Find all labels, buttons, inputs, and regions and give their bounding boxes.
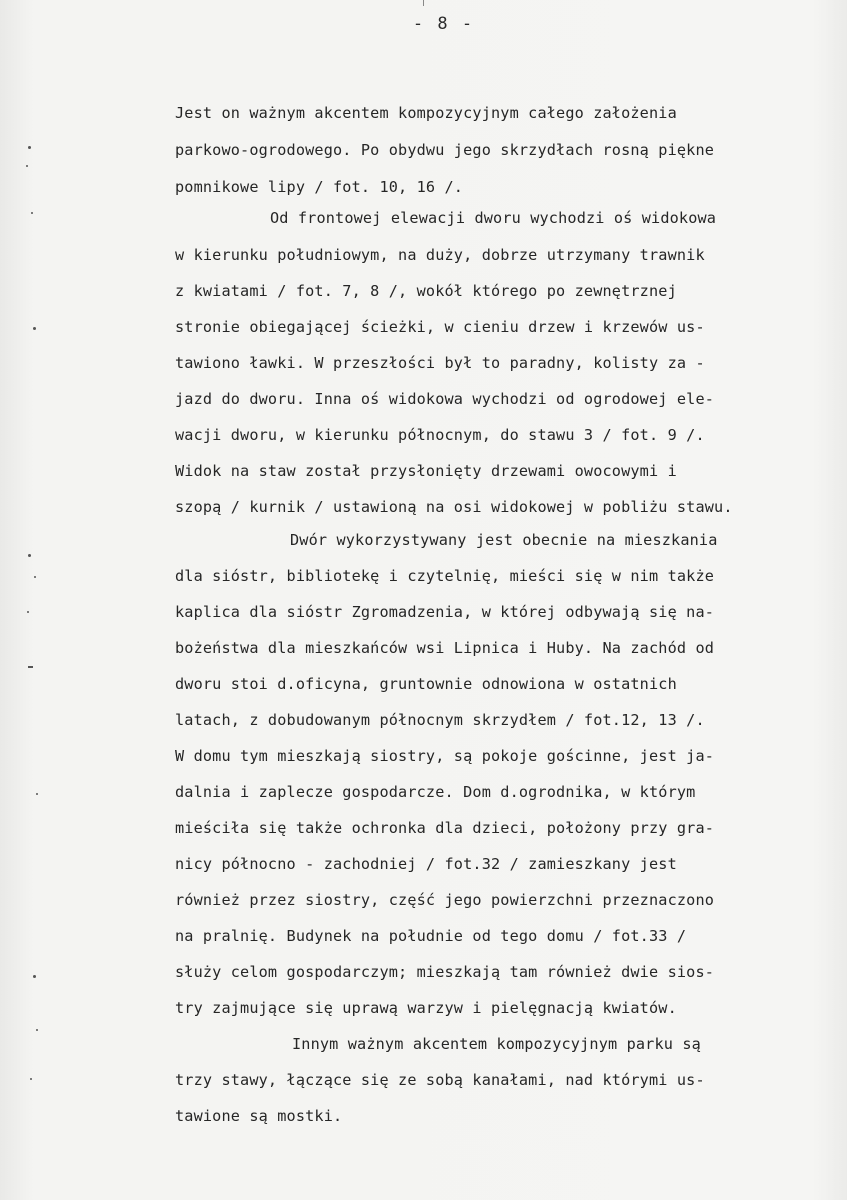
text-line: jazd do dworu. Inna oś widokowa wychodzi od ogrodowej ele- <box>175 390 715 408</box>
margin-speck <box>26 165 28 167</box>
margin-speck <box>30 1078 32 1080</box>
margin-speck <box>36 1029 38 1031</box>
text-line: służy celom gospodarczym; mieszkają tam również dwie sios- <box>175 963 715 981</box>
text-line: latach, z dobudowanym północnym skrzydłem / fot.12, 13 /. <box>175 711 705 729</box>
text-line: wacji dworu, w kierunku północnym, do stawu 3 / fot. 9 /. <box>175 426 705 444</box>
text-line: tawiono ławki. W przeszłości był to paradny, kolisty za - <box>175 354 705 372</box>
text-line: również przez siostry, część jego powierzchni przeznaczono <box>175 891 715 909</box>
margin-speck <box>31 212 33 214</box>
text-line: bożeństwa dla mieszkańców wsi Lipnica i Huby. Na zachód od <box>175 639 715 657</box>
text-line: Widok na staw został przysłonięty drzewami owocowymi i <box>175 462 677 480</box>
text-line: szopą / kurnik / ustawioną na osi widokowej w pobliżu stawu. <box>175 498 733 516</box>
text-line: stronie obiegającej ścieżki, w cieniu drzew i krzewów us- <box>175 318 705 336</box>
margin-speck <box>36 793 38 795</box>
text-line: dworu stoi d.oficyna, gruntownie odnowiona w ostatnich <box>175 675 677 693</box>
text-line: tawione są mostki. <box>175 1107 343 1125</box>
text-line: try zajmujące się uprawą warzyw i pielęgnacją kwiatów. <box>175 999 677 1017</box>
text-line: kaplica dla sióstr Zgromadzenia, w której odbywają się na- <box>175 603 715 621</box>
text-line: Jest on ważnym akcentem kompozycyjnym całego założenia <box>175 104 677 122</box>
text-line: Od frontowej elewacji dworu wychodzi oś widokowa <box>270 209 717 227</box>
margin-speck <box>27 611 29 613</box>
text-line: z kwiatami / fot. 7, 8 /, wokół którego po zewnętrznej <box>175 282 677 300</box>
page-number: - 8 - <box>412 14 475 34</box>
margin-speck <box>34 576 36 578</box>
text-line: trzy stawy, łączące się ze sobą kanałami, nad którymi us- <box>175 1071 705 1089</box>
text-line: Innym ważnym akcentem kompozycyjnym parku są <box>292 1035 701 1053</box>
text-line: w kierunku południowym, na duży, dobrze utrzymany trawnik <box>175 246 705 264</box>
margin-speck <box>33 975 36 978</box>
text-line: W domu tym mieszkają siostry, są pokoje gościnne, jest ja- <box>175 747 715 765</box>
margin-speck <box>28 666 33 668</box>
text-line: nicy północno - zachodniej / fot.32 / zamieszkany jest <box>175 855 677 873</box>
text-line: dla sióstr, bibliotekę i czytelnię, mieści się w nim także <box>175 567 715 585</box>
binding-tick <box>423 0 424 6</box>
margin-speck <box>28 146 31 149</box>
text-line: pomnikowe lipy / fot. 10, 16 /. <box>175 178 464 196</box>
margin-speck <box>33 327 36 330</box>
text-line: dalnia i zaplecze gospodarcze. Dom d.ogrodnika, w którym <box>175 783 696 801</box>
text-line: Dwór wykorzystywany jest obecnie na mieszkania <box>290 531 718 549</box>
text-line: parkowo-ogrodowego. Po obydwu jego skrzydłach rosną piękne <box>175 141 715 159</box>
text-line: mieściła się także ochronka dla dzieci, położony przy gra- <box>175 819 715 837</box>
text-line: na pralnię. Budynek na południe od tego domu / fot.33 / <box>175 927 687 945</box>
margin-speck <box>28 554 31 557</box>
